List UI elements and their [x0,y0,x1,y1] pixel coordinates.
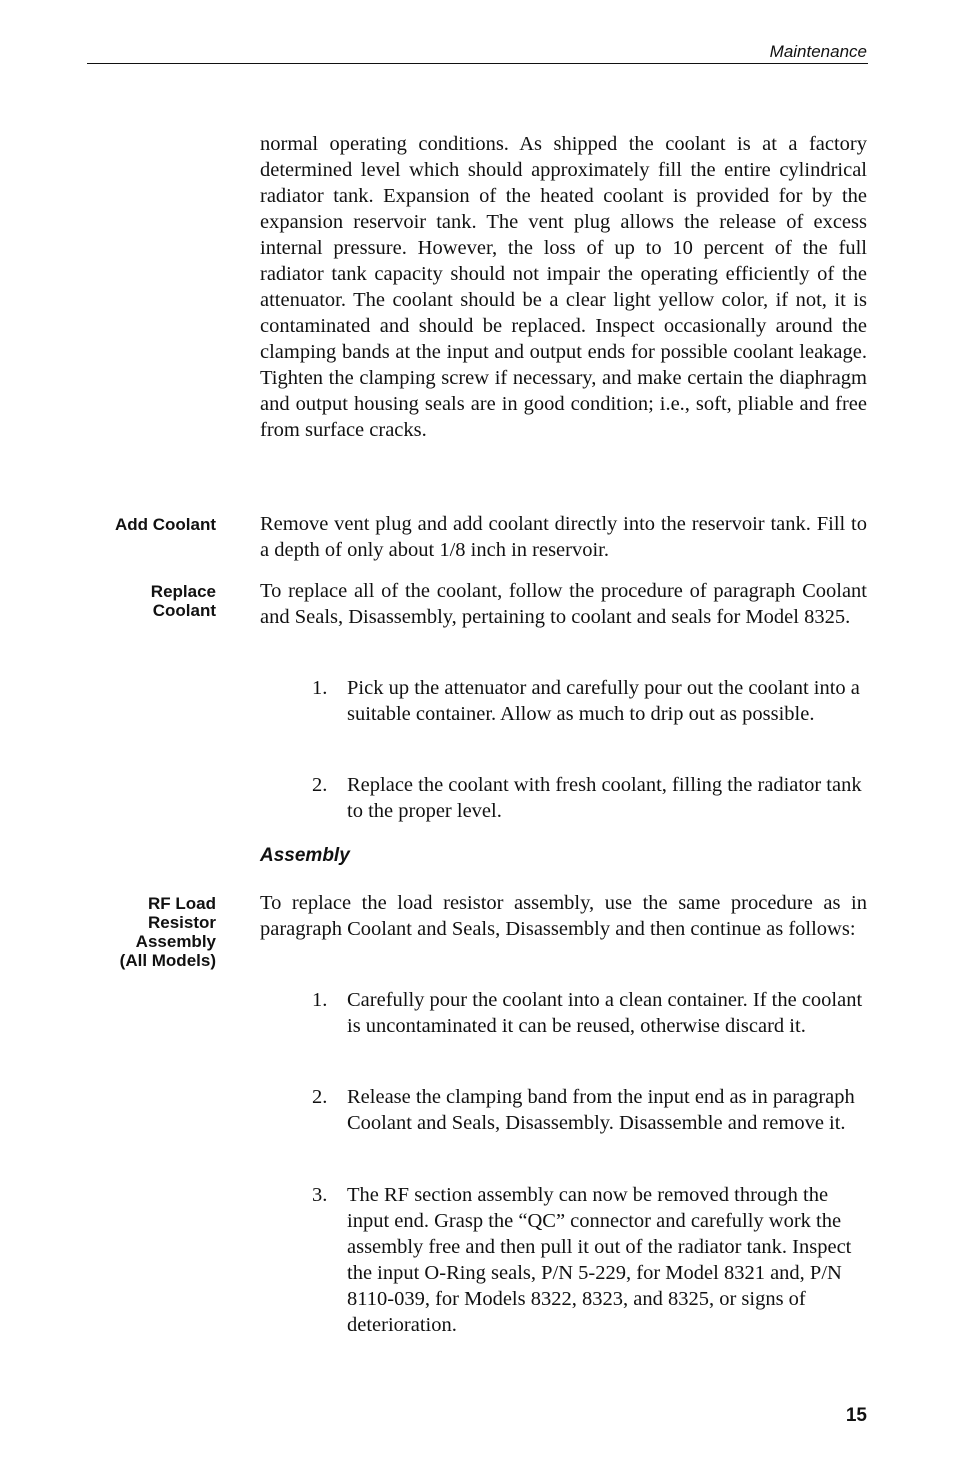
replace-coolant-paragraph: To replace all of the coolant, follow the procedure of paragraph Coolant and Seals, Disassembly, pertaining to coolant and seals for Model 8325. [260,580,867,628]
header-rule [87,63,868,64]
list-text: Carefully pour the coolant into a clean container. If the coolant is uncontaminated it can be reused, otherwise discard it. [347,989,863,1037]
list-text: Replace the coolant with fresh coolant, filling the radiator tank to the proper level. [347,774,862,822]
intro-paragraph: normal operating conditions. As shipped the coolant is at a factory determined level which should approximately fill the entire cylindrical radiator tank. Expansion of the heated coolant is provided for by the expansion reservoir tank. The vent plug allows the release of excess internal pressure. However, the loss of up to 10 percent of the full radiator tank capacity should not impair the operating efficiently of the attenuator. The coolant should be a clear light yellow color, if not, it is contaminated and should be replaced. Inspect occasionally around the clamping bands at the input and output ends for possible coolant leakage. Tighten the clamping screw if necessary, and make certain the diaphragm and output housing seals are in good condition; i.e., soft, pliable and free from surface cracks. [260,133,867,441]
side-label-add-coolant: Add Coolant [114,515,216,534]
list-text: Pick up the attenuator and carefully pour out the coolant into a suitable container. Allow as much to drip out as possible. [347,677,860,725]
assembly-paragraph: To replace the load resistor assembly, use the same procedure as in paragraph Coolant and Seals, Disassembly and then continue as follows: [260,892,867,940]
list-number: 3. [312,1184,328,1206]
page-number: 15 [845,1405,867,1426]
side-label-replace-coolant: Replace Coolant [150,582,216,620]
side-label-rf-load-resistor: RF Load Resistor Assembly (All Models) [119,894,216,970]
list-number: 2. [312,1086,328,1108]
section-heading-assembly: Assembly [260,845,350,866]
running-header: Maintenance [769,42,867,61]
list-number: 1. [312,677,328,699]
list-number: 1. [312,989,328,1011]
list-text: The RF section assembly can now be removed through the input end. Grasp the “QC” connector and carefully work the assembly free and then pull it out of the radiator tank. Inspect the input O-Ring seals, P/N 5-229, for Model 8321 and, P/N 8110-039, for Models 8322, 8323, and 8325, or signs of deterioration. [347,1184,852,1336]
list-number: 2. [312,774,328,796]
add-coolant-paragraph: Remove vent plug and add coolant directly into the reservoir tank. Fill to a depth of only about 1/8 inch in reservoir. [260,513,867,561]
list-text: Release the clamping band from the input end as in paragraph Coolant and Seals, Disassembly. Disassemble and remove it. [347,1086,855,1134]
